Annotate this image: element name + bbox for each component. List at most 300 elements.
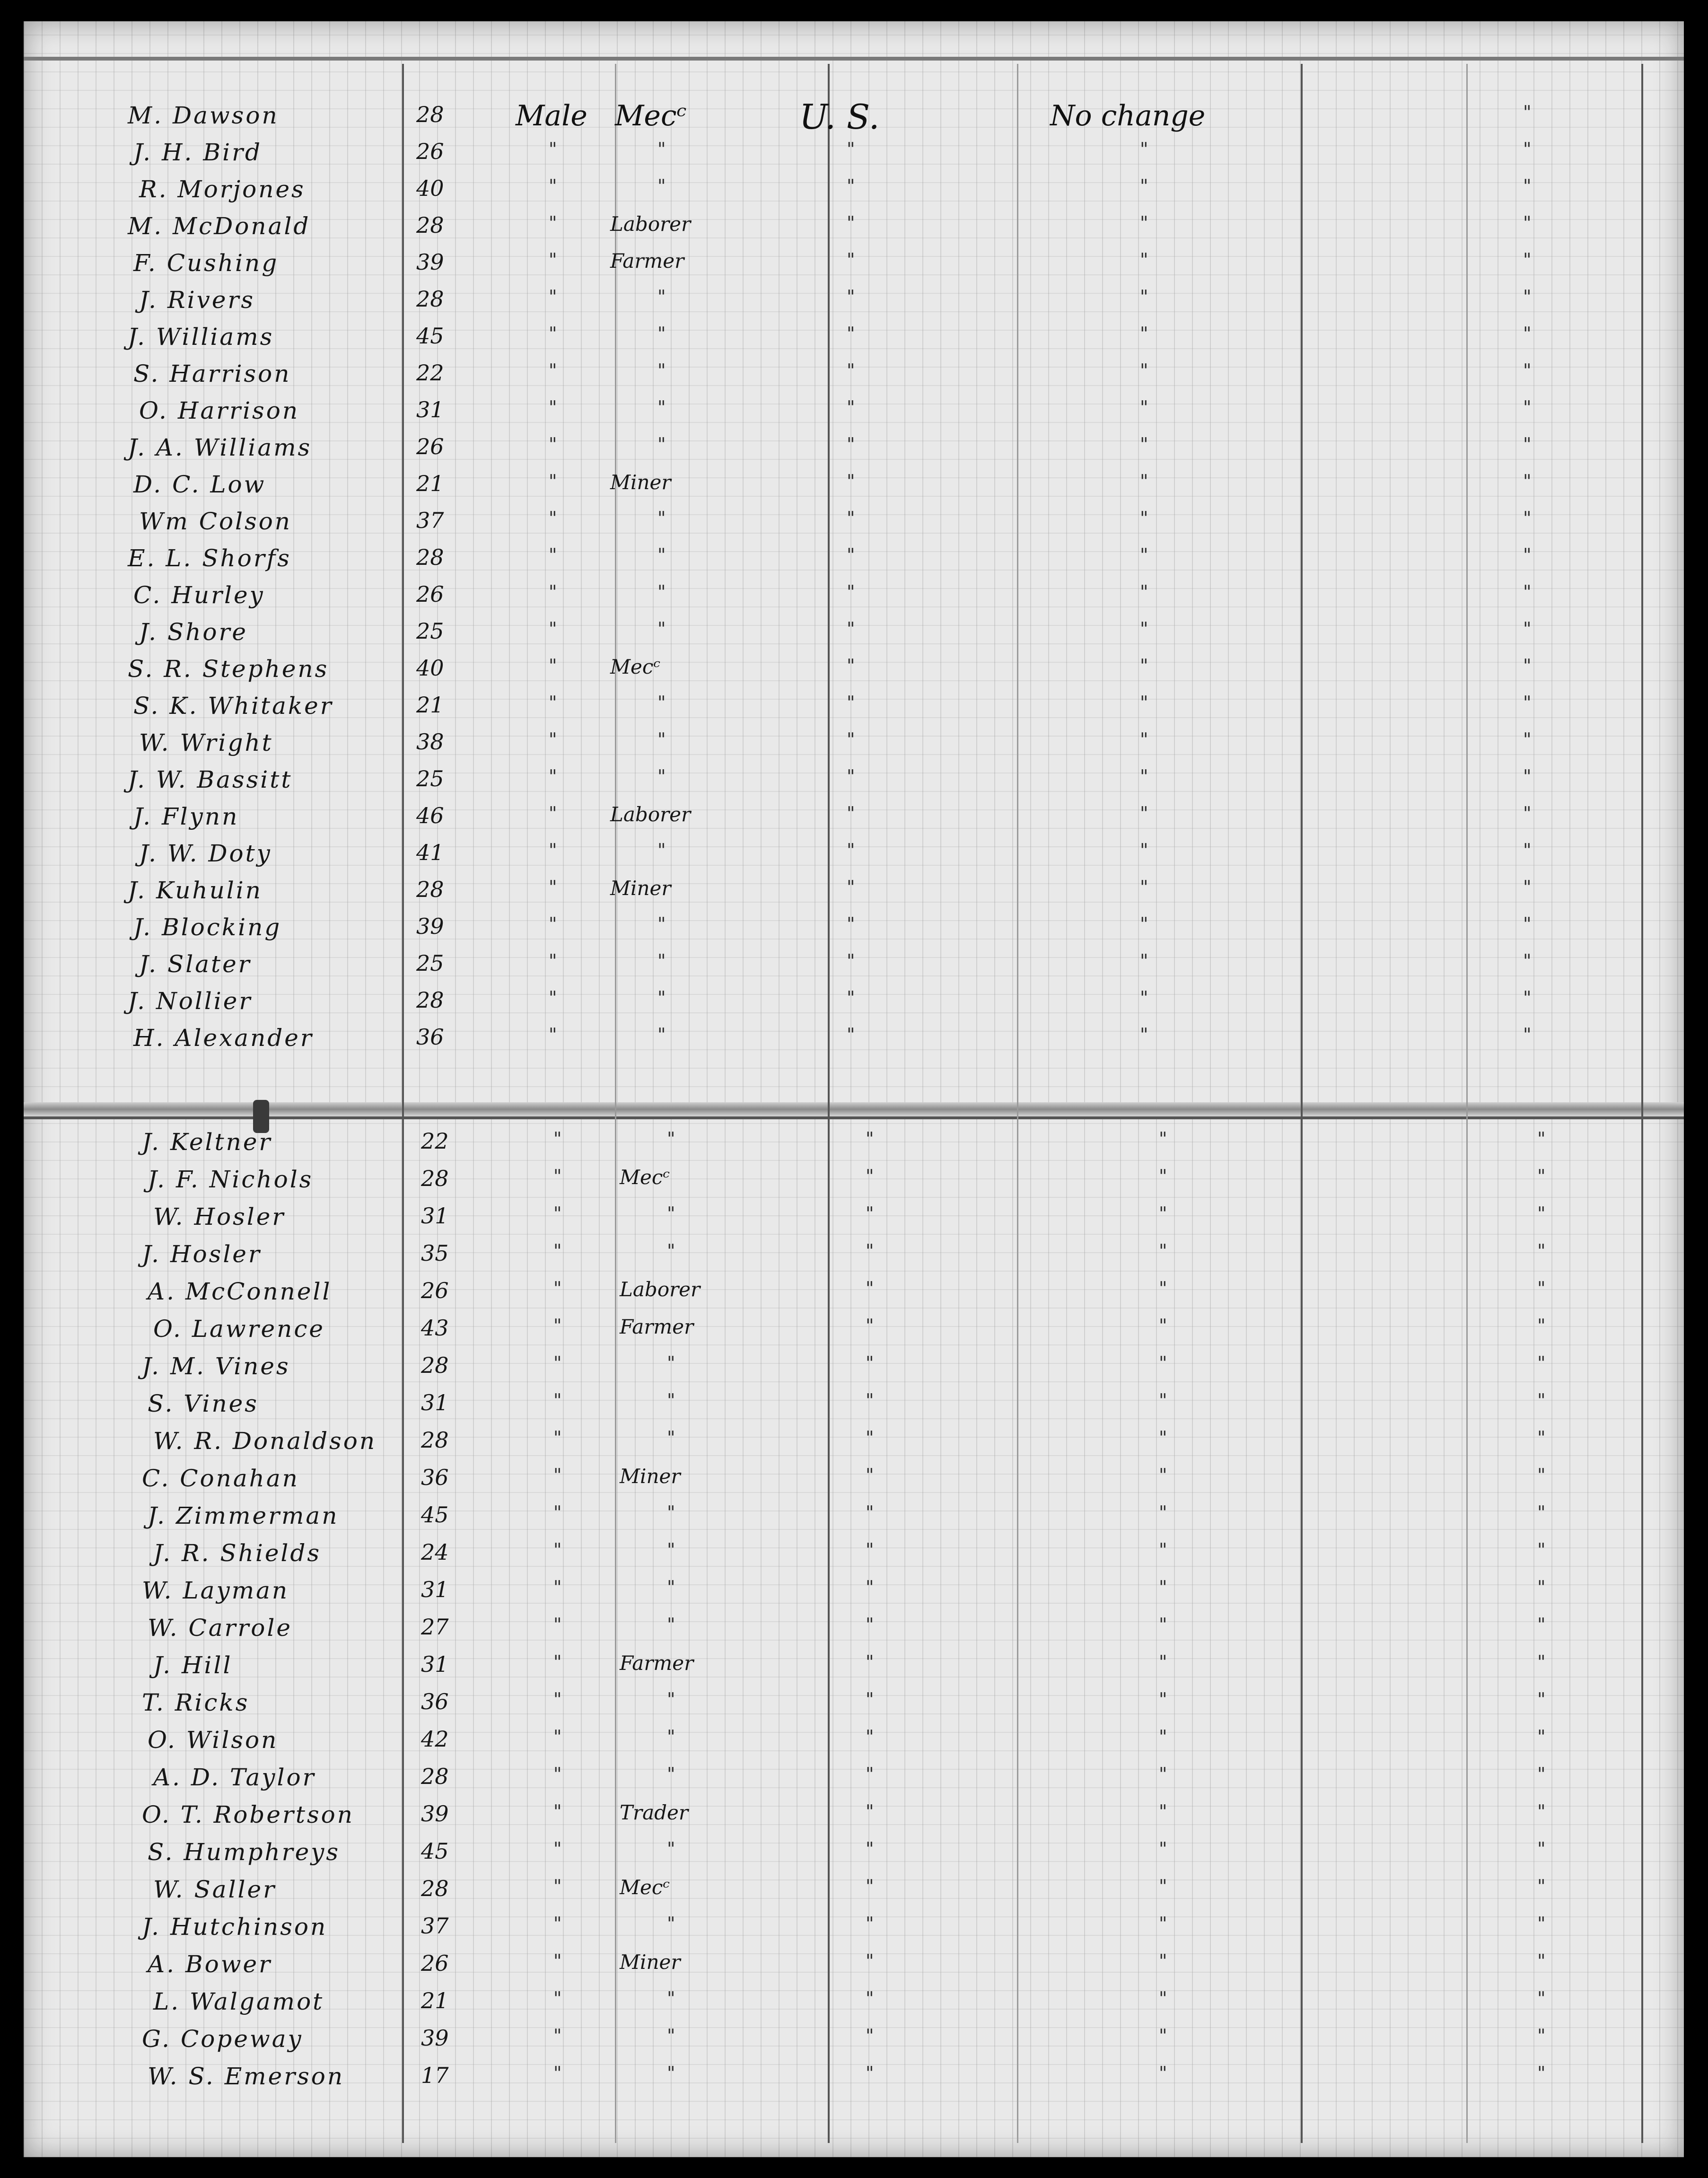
person-age: 36 — [416, 1024, 444, 1050]
person-occupation: " — [657, 360, 666, 381]
remark-ditto: " — [1140, 212, 1148, 233]
sex-ditto: " — [553, 1502, 562, 1523]
person-occupation: " — [667, 1427, 675, 1448]
person-age: 21 — [416, 692, 444, 718]
person-name: J. Keltner — [142, 1128, 272, 1156]
header-remark: No change — [1050, 99, 1206, 132]
register-row — [24, 766, 1684, 803]
last-column-ditto: " — [1523, 950, 1532, 971]
sex-ditto: " — [549, 913, 557, 934]
remark-ditto: " — [1140, 692, 1148, 713]
sex-ditto: " — [549, 950, 557, 971]
nativity-ditto: " — [866, 1764, 874, 1784]
sex-ditto: " — [549, 803, 557, 824]
register-row — [24, 1352, 1684, 1389]
register-row — [24, 618, 1684, 655]
person-occupation: " — [667, 1689, 675, 1710]
remark-ditto: " — [1140, 1024, 1148, 1045]
register-row — [24, 950, 1684, 987]
person-age: 28 — [421, 1352, 449, 1378]
sex-ditto: " — [553, 1465, 562, 1485]
person-name: J. Nollier — [128, 987, 253, 1015]
last-column-ditto: " — [1537, 1203, 1546, 1224]
nativity-ditto: " — [866, 1465, 874, 1485]
sex-ditto: " — [549, 840, 557, 861]
person-occupation: " — [667, 1352, 675, 1373]
person-occupation: " — [667, 1913, 675, 1934]
register-row — [24, 323, 1684, 360]
person-occupation: " — [657, 729, 666, 750]
person-age: 36 — [421, 1689, 449, 1714]
remark-ditto: " — [1140, 249, 1148, 270]
remark-ditto: " — [1159, 1950, 1167, 1971]
nativity-ditto: " — [866, 1988, 874, 2009]
remark-ditto: " — [1140, 766, 1148, 787]
last-column-ditto: " — [1537, 1502, 1546, 1523]
person-occupation: " — [667, 1764, 675, 1784]
person-occupation: Miner — [620, 1950, 681, 1974]
person-occupation: Laborer — [620, 1278, 701, 1301]
remark-ditto: " — [1159, 1315, 1167, 1336]
sex-ditto: " — [553, 1166, 562, 1186]
person-name: W. Layman — [142, 1577, 289, 1604]
person-occupation: " — [657, 544, 666, 565]
last-column-ditto: " — [1523, 249, 1532, 270]
last-column-ditto: " — [1537, 2063, 1546, 2083]
last-column-ditto: " — [1523, 618, 1532, 639]
sex-ditto: " — [549, 581, 557, 602]
sex-ditto: " — [549, 323, 557, 344]
person-occupation: " — [667, 1539, 675, 1560]
nativity-ditto: " — [847, 618, 855, 639]
last-column-ditto: " — [1537, 1988, 1546, 2009]
person-age: 26 — [421, 1950, 449, 1976]
nativity-ditto: " — [866, 1390, 874, 1411]
register-row — [24, 1390, 1684, 1427]
person-occupation: " — [667, 1203, 675, 1224]
remark-ditto: " — [1159, 1838, 1167, 1859]
person-age: 35 — [421, 1240, 449, 1266]
remark-ditto: " — [1159, 1427, 1167, 1448]
last-column-ditto: " — [1523, 987, 1532, 1008]
sex-ditto: " — [549, 397, 557, 418]
register-row — [24, 397, 1684, 434]
register-row — [24, 1988, 1684, 2025]
last-column-ditto: " — [1537, 1801, 1546, 1822]
register-row — [24, 655, 1684, 692]
last-column-ditto: " — [1523, 360, 1532, 381]
person-name: J. Flynn — [133, 803, 239, 830]
remark-ditto: " — [1140, 139, 1148, 159]
remark-ditto: " — [1159, 1726, 1167, 1747]
person-age: 39 — [416, 249, 444, 275]
sex-ditto: " — [553, 1950, 562, 1971]
nativity-ditto: " — [847, 434, 855, 455]
remark-ditto: " — [1159, 1577, 1167, 1598]
nativity-ditto: " — [847, 581, 855, 602]
remark-ditto: " — [1140, 618, 1148, 639]
last-column-ditto: " — [1523, 766, 1532, 787]
person-occupation: " — [657, 323, 666, 344]
person-occupation: " — [667, 2025, 675, 2046]
register-row — [24, 1801, 1684, 1838]
sex-ditto: " — [553, 1764, 562, 1784]
register-row — [24, 471, 1684, 508]
person-occupation: " — [657, 508, 666, 528]
person-occupation: " — [667, 1838, 675, 1859]
person-occupation: " — [657, 987, 666, 1008]
person-age: 28 — [421, 1876, 449, 1901]
person-name: C. Hurley — [133, 581, 265, 609]
remark-ditto: " — [1159, 1913, 1167, 1934]
register-row — [24, 1913, 1684, 1950]
nativity-ditto: " — [866, 1203, 874, 1224]
person-occupation: " — [657, 286, 666, 307]
remark-ditto: " — [1159, 1539, 1167, 1560]
last-column-ditto: " — [1523, 286, 1532, 307]
remark-ditto: " — [1159, 1614, 1167, 1635]
person-name: J. M. Vines — [142, 1352, 290, 1380]
nativity-ditto: " — [866, 1838, 874, 1859]
person-name: A. D. Taylor — [153, 1764, 316, 1791]
nativity-ditto: " — [866, 2063, 874, 2083]
remark-ditto: " — [1140, 508, 1148, 528]
last-column-ditto: " — [1523, 1024, 1532, 1045]
remark-ditto: " — [1140, 397, 1148, 418]
nativity-ditto: " — [866, 1801, 874, 1822]
sex-ditto: " — [549, 766, 557, 787]
remark-ditto: " — [1140, 803, 1148, 824]
remark-ditto: " — [1140, 471, 1148, 492]
remark-ditto: " — [1159, 1689, 1167, 1710]
person-age: 31 — [416, 397, 444, 422]
person-name: W. Hosler — [153, 1203, 286, 1230]
person-age: 45 — [421, 1838, 449, 1864]
person-occupation: " — [667, 1128, 675, 1149]
person-name: Wm Colson — [139, 508, 292, 535]
register-row — [24, 1128, 1684, 1165]
remark-ditto: " — [1140, 950, 1148, 971]
sex-ditto: " — [553, 1577, 562, 1598]
fold-shadow — [24, 1116, 1684, 1119]
remark-ditto: " — [1140, 176, 1148, 196]
last-column-ditto: " — [1537, 1539, 1546, 1560]
last-column-ditto: " — [1537, 1913, 1546, 1934]
sex-ditto: " — [549, 176, 557, 196]
nativity-ditto: " — [847, 323, 855, 344]
person-age: 42 — [421, 1726, 449, 1752]
person-age: 39 — [421, 1801, 449, 1827]
nativity-ditto: " — [847, 471, 855, 492]
last-column-ditto: " — [1537, 1465, 1546, 1485]
last-column-ditto: " — [1537, 1427, 1546, 1448]
person-name: J. Blocking — [133, 913, 282, 941]
person-age: 28 — [416, 877, 444, 902]
remark-ditto: " — [1140, 913, 1148, 934]
sex-ditto: " — [553, 1352, 562, 1373]
header-occupation: Mecᶜ — [615, 99, 687, 132]
person-name: J. Hutchinson — [142, 1913, 328, 1941]
last-column-ditto: " — [1537, 1876, 1546, 1897]
sex-ditto: " — [549, 434, 557, 455]
nativity-ditto: " — [866, 1726, 874, 1747]
person-age: 31 — [421, 1203, 449, 1229]
person-name: J. W. Doty — [139, 840, 272, 867]
last-column-ditto: " — [1537, 1352, 1546, 1373]
person-age: 26 — [416, 139, 444, 164]
nativity-ditto: " — [847, 1024, 855, 1045]
last-column-ditto: " — [1523, 729, 1532, 750]
person-name: A. Bower — [148, 1950, 272, 1978]
sex-ditto: " — [553, 2025, 562, 2046]
person-age: 25 — [416, 950, 444, 976]
register-row — [24, 544, 1684, 581]
sex-ditto: " — [553, 1128, 562, 1149]
header-sex: Male — [516, 99, 587, 132]
nativity-ditto: " — [847, 286, 855, 307]
last-column-ditto: " — [1523, 655, 1532, 676]
register-row — [24, 176, 1684, 212]
nativity-ditto: " — [847, 766, 855, 787]
register-row — [24, 840, 1684, 877]
person-occupation: Mecᶜ — [610, 655, 661, 678]
person-name: J. Shore — [139, 618, 248, 646]
sex-ditto: " — [549, 544, 557, 565]
remark-ditto: " — [1140, 729, 1148, 750]
remark-ditto: " — [1140, 286, 1148, 307]
register-row — [24, 508, 1684, 544]
nativity-ditto: " — [847, 655, 855, 676]
last-column-ditto: " — [1537, 1240, 1546, 1261]
register-row — [24, 1876, 1684, 1913]
register-row — [24, 1689, 1684, 1726]
sex-ditto: " — [553, 1427, 562, 1448]
nativity-ditto: " — [847, 803, 855, 824]
sex-ditto: " — [549, 360, 557, 381]
person-name: H. Alexander — [133, 1024, 314, 1052]
nativity-ditto: " — [866, 1950, 874, 1971]
person-age: 37 — [416, 508, 444, 533]
sex-ditto: " — [553, 1203, 562, 1224]
person-age: 39 — [416, 913, 444, 939]
person-name: J. Slater — [139, 950, 252, 978]
last-column-ditto: " — [1523, 692, 1532, 713]
person-name: O. Harrison — [139, 397, 300, 424]
register-row — [24, 1950, 1684, 1987]
remark-ditto: " — [1159, 1278, 1167, 1299]
last-column-ditto: " — [1523, 803, 1532, 824]
person-name: J. Hill — [153, 1651, 233, 1679]
person-name: W. Carrole — [148, 1614, 292, 1642]
nativity-ditto: " — [847, 544, 855, 565]
nativity-ditto: " — [847, 212, 855, 233]
remark-ditto: " — [1140, 434, 1148, 455]
person-age: 28 — [421, 1764, 449, 1789]
person-name: J. Rivers — [139, 286, 255, 314]
nativity-ditto: " — [847, 139, 855, 159]
person-name: J. H. Bird — [133, 139, 262, 166]
remark-ditto: " — [1140, 360, 1148, 381]
last-column-ditto: " — [1537, 1390, 1546, 1411]
person-age: 31 — [421, 1390, 449, 1415]
last-column-ditto: " — [1523, 581, 1532, 602]
register-row — [24, 249, 1684, 286]
person-name: J. Kuhulin — [128, 877, 263, 904]
person-age: 28 — [416, 212, 444, 238]
nativity-ditto: " — [866, 1315, 874, 1336]
sex-ditto: " — [553, 2063, 562, 2083]
person-name: E. L. Shorfs — [128, 544, 291, 572]
nativity-ditto: " — [847, 913, 855, 934]
remark-ditto: " — [1159, 1651, 1167, 1672]
remark-ditto: " — [1140, 840, 1148, 861]
person-age: 46 — [416, 803, 444, 828]
nativity-ditto: " — [866, 1502, 874, 1523]
nativity-ditto: " — [847, 877, 855, 897]
remark-ditto: " — [1159, 2025, 1167, 2046]
top-rule — [24, 57, 1684, 61]
nativity-ditto: " — [847, 397, 855, 418]
register-row — [24, 102, 1684, 139]
person-occupation: Farmer — [620, 1315, 694, 1338]
nativity-ditto: " — [866, 1876, 874, 1897]
person-age: 40 — [416, 176, 444, 201]
person-name: D. C. Low — [133, 471, 266, 498]
person-name: C. Conahan — [142, 1465, 299, 1492]
person-age: 38 — [416, 729, 444, 755]
person-name: O. Wilson — [148, 1726, 279, 1754]
person-name: J. Zimmerman — [148, 1502, 339, 1529]
person-name: S. R. Stephens — [128, 655, 329, 683]
remark-ditto: " — [1159, 1764, 1167, 1784]
last-column-ditto: " — [1523, 434, 1532, 455]
person-age: 17 — [421, 2063, 449, 2088]
register-row — [24, 1315, 1684, 1352]
register-row — [24, 1726, 1684, 1763]
last-column-ditto: " — [1523, 102, 1532, 123]
remark-ditto: " — [1159, 1390, 1167, 1411]
person-age: 28 — [416, 102, 444, 127]
register-row — [24, 803, 1684, 840]
sex-ditto: " — [553, 1801, 562, 1822]
remark-ditto: " — [1159, 1465, 1167, 1485]
sex-ditto: " — [553, 1240, 562, 1261]
person-occupation: " — [667, 1577, 675, 1598]
nativity-ditto: " — [866, 1278, 874, 1299]
remark-ditto: " — [1140, 581, 1148, 602]
last-column-ditto: " — [1537, 1764, 1546, 1784]
person-age: 26 — [421, 1278, 449, 1303]
sex-ditto: " — [549, 877, 557, 897]
person-age: 41 — [416, 840, 444, 865]
sex-ditto: " — [553, 1390, 562, 1411]
person-name: W. Saller — [153, 1876, 276, 1903]
nativity-ditto: " — [847, 950, 855, 971]
person-occupation: Farmer — [610, 249, 684, 272]
last-column-ditto: " — [1537, 1614, 1546, 1635]
person-name: M. Dawson — [128, 102, 279, 129]
register-row — [24, 987, 1684, 1024]
sex-ditto: " — [549, 212, 557, 233]
last-column-ditto: " — [1537, 1838, 1546, 1859]
nativity-ditto: " — [866, 2025, 874, 2046]
sex-ditto: " — [553, 1726, 562, 1747]
register-row — [24, 2025, 1684, 2062]
register-row — [24, 360, 1684, 397]
register-row — [24, 1240, 1684, 1277]
person-name: W. S. Emerson — [148, 2063, 345, 2090]
person-age: 25 — [416, 618, 444, 644]
last-column-ditto: " — [1537, 1689, 1546, 1710]
person-name: S. Harrison — [133, 360, 291, 387]
sex-ditto: " — [549, 987, 557, 1008]
remark-ditto: " — [1159, 1166, 1167, 1186]
nativity-ditto: " — [847, 692, 855, 713]
sex-ditto: " — [553, 1689, 562, 1710]
person-name: G. Copeway — [142, 2025, 303, 2053]
register-row — [24, 913, 1684, 950]
last-column-ditto: " — [1523, 544, 1532, 565]
register-row — [24, 1651, 1684, 1688]
person-age: 21 — [421, 1988, 449, 2013]
person-age: 26 — [416, 581, 444, 607]
sex-ditto: " — [549, 508, 557, 528]
nativity-ditto: " — [866, 1128, 874, 1149]
last-column-ditto: " — [1537, 1128, 1546, 1149]
remark-ditto: " — [1159, 1203, 1167, 1224]
nativity-ditto: " — [866, 1240, 874, 1261]
person-age: 24 — [421, 1539, 449, 1565]
nativity-ditto: " — [847, 840, 855, 861]
person-occupation: " — [657, 950, 666, 971]
census-sheet — [24, 21, 1684, 2157]
register-row — [24, 692, 1684, 729]
sex-ditto: " — [549, 618, 557, 639]
register-row — [24, 139, 1684, 176]
nativity-ditto: " — [866, 1577, 874, 1598]
person-name: J. Williams — [128, 323, 274, 351]
register-row — [24, 1465, 1684, 1502]
person-age: 27 — [421, 1614, 449, 1640]
sex-ditto: " — [553, 1315, 562, 1336]
last-column-ditto: " — [1537, 1315, 1546, 1336]
person-age: 22 — [416, 360, 444, 386]
nativity-ditto: " — [847, 987, 855, 1008]
nativity-ditto: " — [866, 1352, 874, 1373]
person-name: W. Wright — [139, 729, 273, 756]
person-occupation: Miner — [610, 877, 671, 900]
person-occupation: " — [657, 692, 666, 713]
person-name: S. Humphreys — [148, 1838, 341, 1866]
sex-ditto: " — [549, 655, 557, 676]
nativity-ditto: " — [847, 729, 855, 750]
person-name: R. Morjones — [139, 176, 306, 203]
person-age: 28 — [416, 286, 444, 312]
sex-ditto: " — [549, 1024, 557, 1045]
register-row — [24, 2063, 1684, 2099]
person-occupation: " — [667, 1390, 675, 1411]
last-column-ditto: " — [1523, 139, 1532, 159]
person-age: 31 — [421, 1651, 449, 1677]
register-row — [24, 1278, 1684, 1315]
person-name: F. Cushing — [133, 249, 279, 277]
sex-ditto: " — [553, 1913, 562, 1934]
last-column-ditto: " — [1523, 840, 1532, 861]
person-occupation: " — [657, 618, 666, 639]
person-name: T. Ricks — [142, 1689, 250, 1716]
remark-ditto: " — [1140, 544, 1148, 565]
person-age: 21 — [416, 471, 444, 496]
